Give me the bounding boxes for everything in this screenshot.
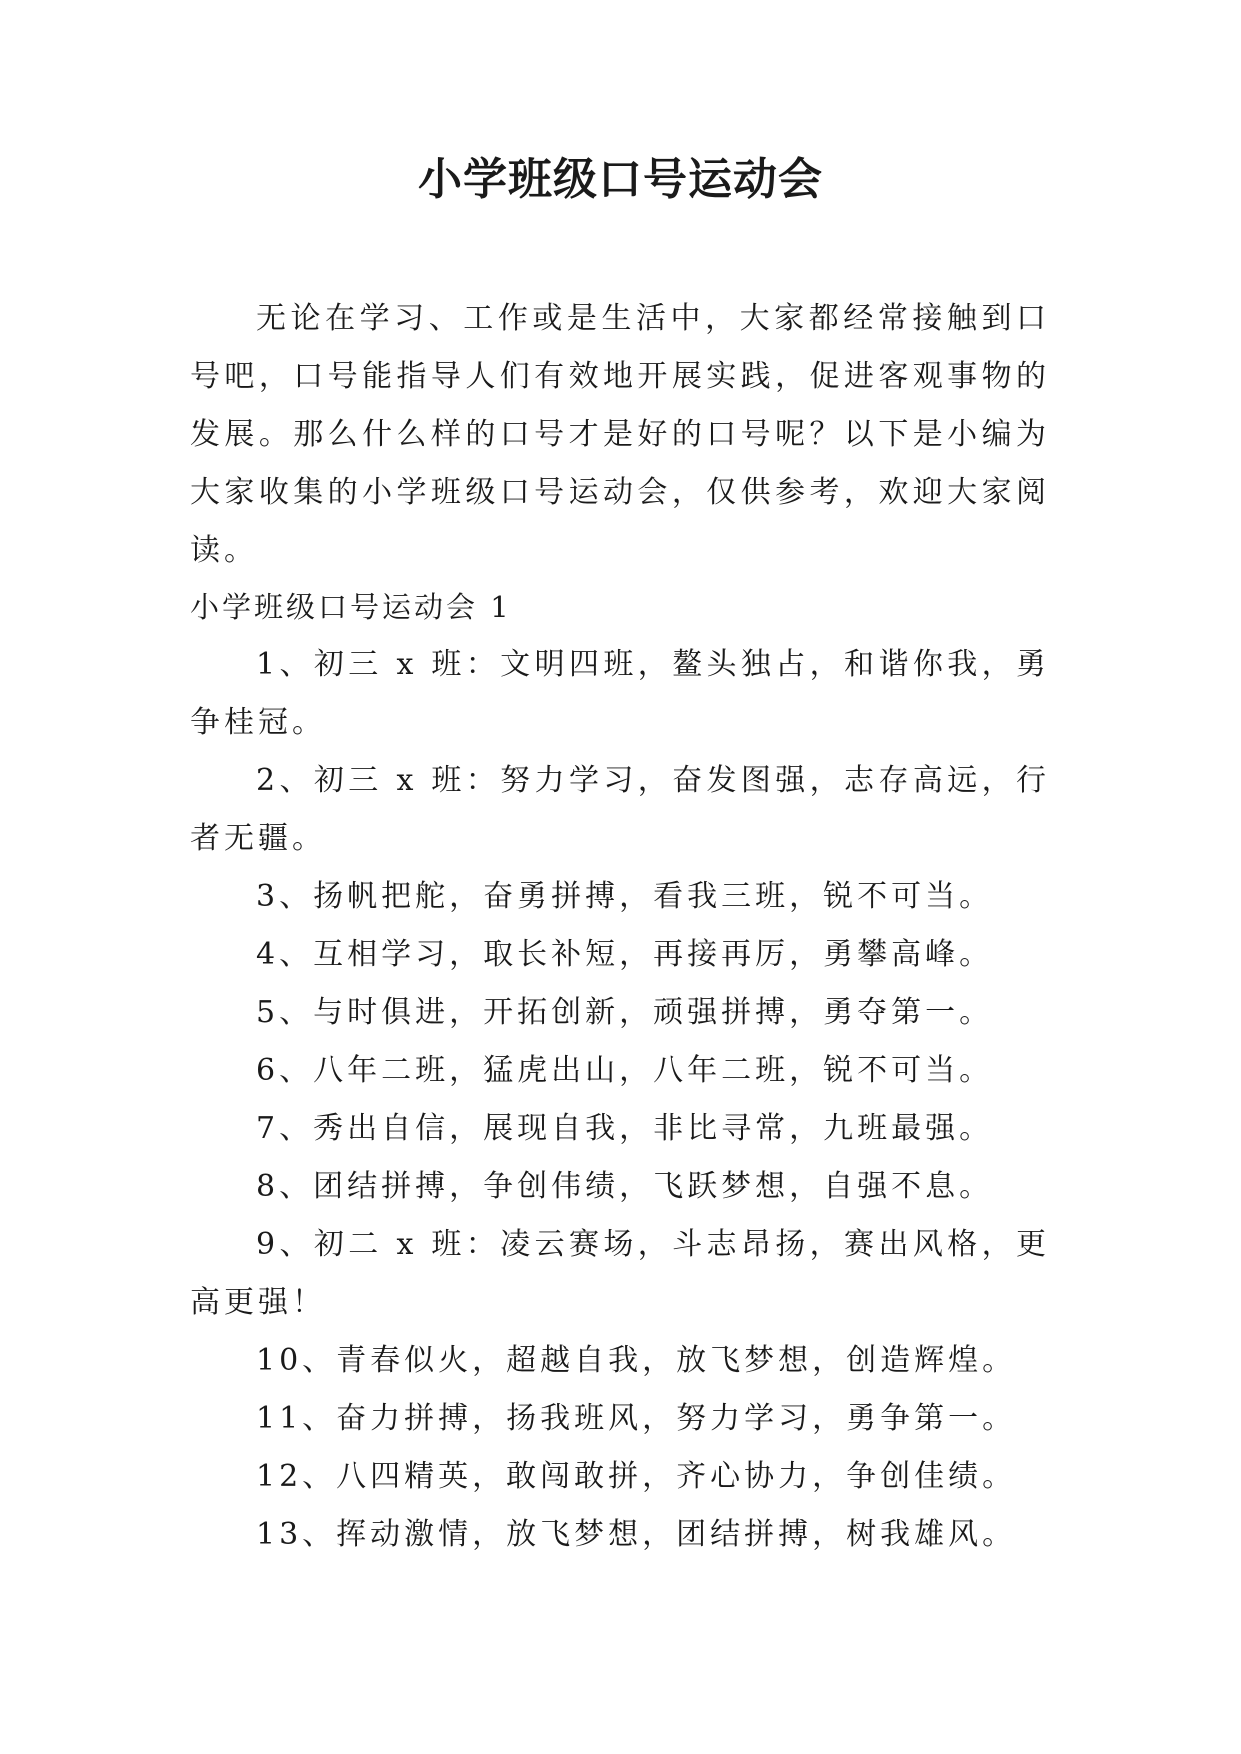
slogan-item: 6、八年二班，猛虎出山，八年二班，锐不可当。 (256, 1053, 994, 1088)
slogan-item: 3、扬帆把舵，奋勇拼搏，看我三班，锐不可当。 (256, 879, 994, 914)
slogan-item: 13、挥动激情，放飞梦想，团结拼搏，树我雄风。 (256, 1517, 1017, 1552)
slogan-item: 2、初三 x 班：努力学习，奋发图强，志存高远，行者无疆。 (190, 763, 1050, 856)
slogan-item: 7、秀出自信，展现自我，非比寻常，九班最强。 (256, 1111, 994, 1146)
section-heading: 小学班级口号运动会 1 (190, 590, 512, 624)
slogan-item: 5、与时俱进，开拓创新，顽强拼搏，勇夺第一。 (256, 995, 994, 1030)
slogan-item: 8、团结拼搏，争创伟绩，飞跃梦想，自强不息。 (256, 1169, 994, 1204)
slogan-item: 10、青春似火，超越自我，放飞梦想，创造辉煌。 (256, 1343, 1017, 1378)
slogan-item: 9、初二 x 班：凌云赛场，斗志昂扬，赛出风格，更高更强！ (190, 1227, 1050, 1320)
document-title: 小学班级口号运动会 (418, 154, 823, 205)
slogan-list (190, 636, 1050, 1564)
slogan-item: 12、八四精英，敢闯敢拼，齐心协力，争创佳绩。 (256, 1459, 1017, 1494)
slogan-item: 1、初三 x 班：文明四班，鳌头独占，和谐你我，勇争桂冠。 (190, 647, 1050, 740)
slogan-item: 11、奋力拼搏，扬我班风，努力学习，勇争第一。 (256, 1401, 1017, 1436)
intro-paragraph: 无论在学习、工作或是生活中，大家都经常接触到口号吧，口号能指导人们有效地开展实践，促进客观事物的发展。那么什么样的口号才是好的口号呢？以下是小编为大家收集的小学班级口号运动会，仅供参考，欢迎大家阅读。 (190, 301, 1050, 568)
slogan-item: 4、互相学习，取长补短，再接再厉，勇攀高峰。 (256, 937, 994, 972)
